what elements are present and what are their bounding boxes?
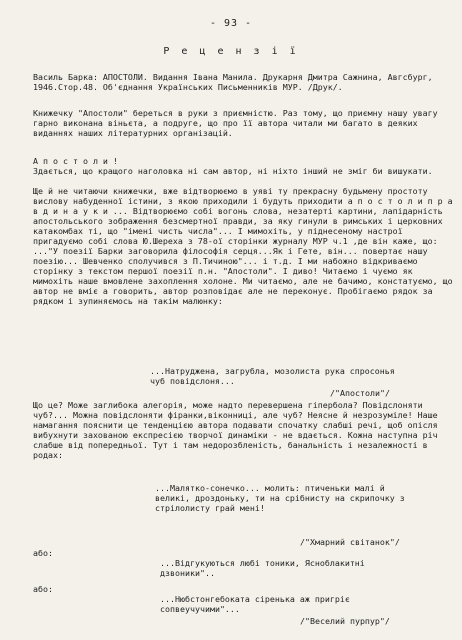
bibliographic-entry: Василь Барка: АПОСТОЛИ. Видання Івана Манила. Друкарня Дмитра Сажнина, Авгсбург, 1946.Стор.48. Об'єднання Українських Письменників МУР. /Друк/. xyxy=(33,72,433,92)
page-number: - 93 - xyxy=(209,18,253,29)
section-title: Р е ц е н з і ї xyxy=(163,46,299,57)
quote-dzvonyky: ...Відгукуються любі тоники, Ясноблакитні дзвоники".. xyxy=(160,558,365,578)
or-connector-1: або: xyxy=(33,548,53,558)
quote-source-apostoly: /"Апостоли"/ xyxy=(330,388,390,398)
review-intro-paragraph: Книжечку "Апостоли" береться в руки з приємністю. Раз тому, що приємну нашу увагу гарно виконана віньєта, а подруге, що про її автора читали ми багато в деяких виданнях наших літературних організацій. xyxy=(33,108,438,138)
quote-source-veselyi: /"Веселий пурпур"/ xyxy=(300,616,390,626)
quote-khmarnyi-svitanok: ...Малятко-сонечко... молить: птиченьки малі й великі, дроздоньку, ти на срібнисту на скрипочку з стрілолисту грай мені! xyxy=(155,483,405,513)
quote-apostoly: ...Натруджена, загрубла, мозолиста рука спросонья чуб повідслоня... xyxy=(150,366,395,386)
critique-paragraph: Що це? Може заглибока алегорія, може надто перевершена гіпербола? Повідслоняти чуб?... Можна повідслоняти фіранки,віконниці, але чуб? Неясне й незрозуміле! Наше намагання пояснити це тенденцією автора подавати спочатку слабші речі, щоб опісля вибухнути захованою експресією творчої динаміки - не вдається. Кожна наступна річ слабше від попередньої. Тут і там недорозбленість, банальність і незалежності в родах: xyxy=(33,400,438,460)
title-remark: Здається, що кращого наголовка ні сам автор, ні ніхто інший не зміг би вишукати. xyxy=(33,166,433,176)
quote-veselyi-purpur: ...Нюбстонгебоката сіренька аж пригріє сопвеучучими"... xyxy=(160,594,350,614)
or-connector-2: або: xyxy=(33,584,53,594)
review-main-paragraph: Ще й не читаючи книжечки, вже відтворюємо в уяві ту прекрасну будьмену простоту вислову набуденної істини, з якою приходили і будуть приходити а п о с т о л и п р а в д и н а у к и ... Відтворюємо собі вогонь слова, незатерті картини, лапідарність апостольського зображення безсмертної правди, за яку гинули в римських і церковних катакомбах ті, що "імені чисть числа"... І мимохіть, у піднесеному настрої пригадуємо собі слова Ю.Шереха з 78-ої сторінки журналу МУР ч.1 ,де він каже, що: ..."У поезії Барки заговорила філософія серця...Як і Гете, він... повертає нашу поезію... Шевченко сполучився з П.Тичиною"... і т.д. І ми набожно відкриваємо сторінку з текстом першої поезії п.н. "Апостоли". І диво! Читаємо і чуємо як мимохіть наше вмовлене захоплення холоне. Ми читаємо, але не бачимо, констатуємо, що автор не вміє а говорить, автор розповідає але не переконує. Пробігаємо рядок за рядком і зупиняємось на такім малюнку: xyxy=(33,186,453,306)
quote-source-khmarnyi: /"Хмарний світанок"/ xyxy=(300,537,400,547)
apostles-exclamation: А п о с т о л и ! xyxy=(33,156,118,166)
